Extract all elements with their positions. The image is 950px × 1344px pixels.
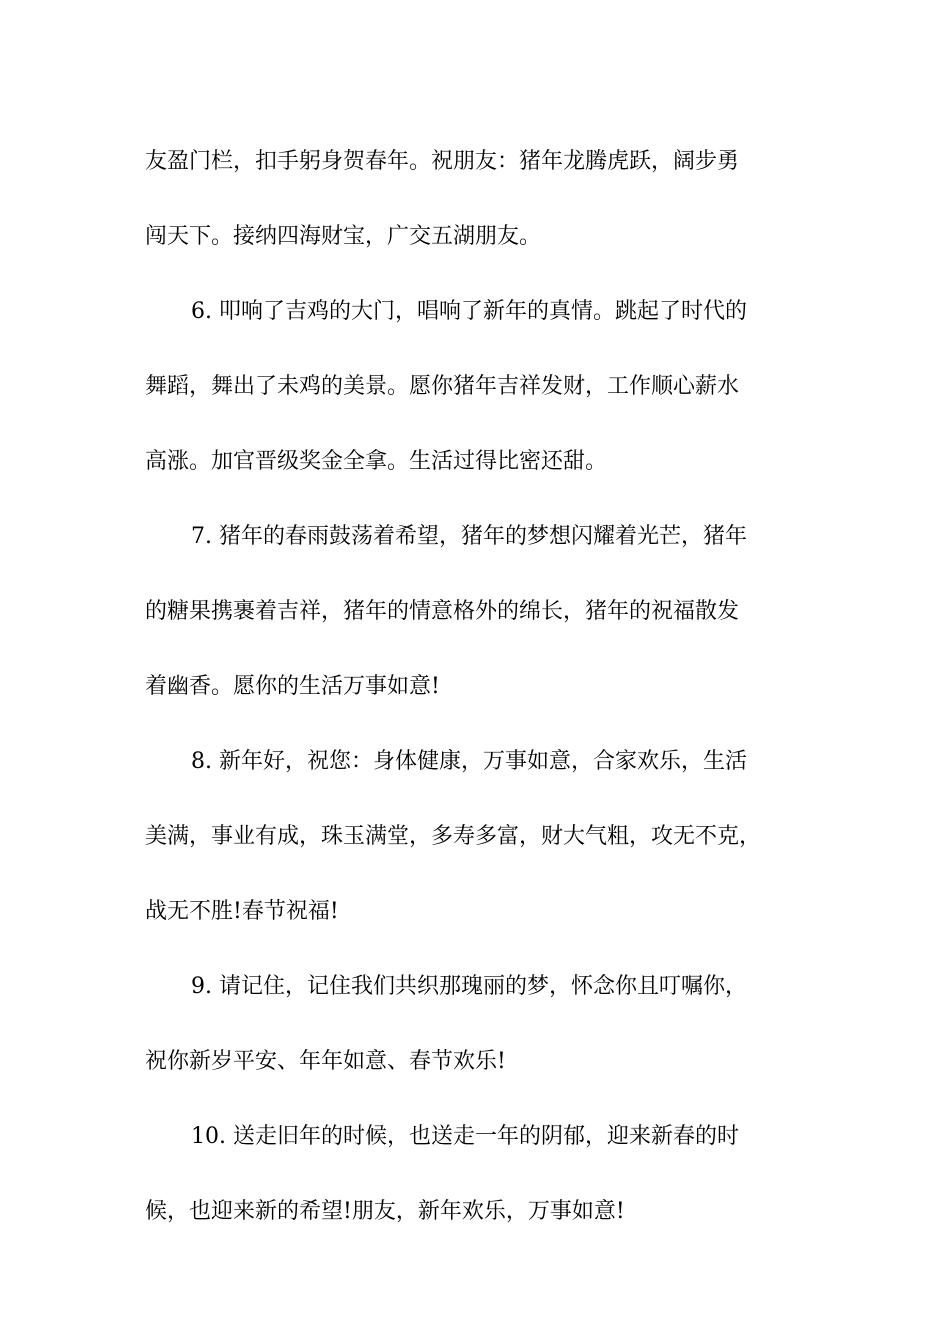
document-body [145, 124, 810, 1249]
text-line: 着幽香。愿你的生活万事如意! [145, 674, 440, 699]
text-line: 战无不胜!春节祝福! [145, 899, 339, 924]
text-line: 的糖果携裹着吉祥，猪年的情意格外的绵长，猪年的祝福散发 [145, 599, 740, 624]
paragraph-item-10 [145, 1099, 810, 1249]
paragraph-continuation [145, 124, 810, 274]
text-line: 6. 叩响了吉鸡的大门，唱响了新年的真情。跳起了时代的 [191, 299, 747, 324]
text-line: 高涨。加官晋级奖金全拿。生活过得比密还甜。 [145, 449, 608, 474]
text-line: 闯天下。接纳四海财宝，广交五湖朋友。 [145, 224, 542, 249]
paragraph-item-9 [145, 949, 810, 1099]
text-line: 舞蹈，舞出了未鸡的美景。愿你猪年吉祥发财，工作顺心薪水 [145, 374, 740, 399]
text-line: 7. 猪年的春雨鼓荡着希望，猪年的梦想闪耀着光芒，猪年 [191, 524, 747, 549]
paragraph-item-6 [145, 274, 810, 499]
text-line: 10. 送走旧年的时候，也送走一年的阴郁，迎来新春的时 [191, 1124, 739, 1149]
paragraph-item-8 [145, 724, 810, 949]
text-line: 美满，事业有成，珠玉满堂，多寿多富，财大气粗，攻无不克， [145, 824, 762, 849]
text-line: 友盈门栏，扣手躬身贺春年。祝朋友：猪年龙腾虎跃，阔步勇 [145, 149, 740, 174]
text-line: 祝你新岁平安、年年如意、春节欢乐! [145, 1049, 506, 1074]
paragraph-item-7 [145, 499, 810, 724]
text-line: 9. 请记住，记住我们共织那瑰丽的梦，怀念你且叮嘱你， [191, 974, 747, 999]
text-line: 候，也迎来新的希望!朋友，新年欢乐，万事如意! [145, 1199, 625, 1224]
text-line: 8. 新年好，祝您：身体健康，万事如意，合家欢乐，生活 [191, 749, 747, 774]
